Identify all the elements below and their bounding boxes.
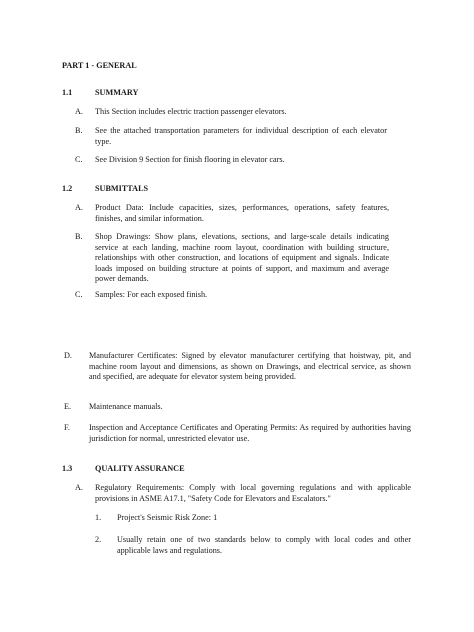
list-letter: B. (75, 126, 83, 135)
section-number: 1.2 (62, 184, 73, 193)
sub-list-number: 1. (95, 513, 102, 522)
list-letter: E. (64, 402, 72, 411)
section-title: QUALITY ASSURANCE (95, 464, 185, 473)
section-number: 1.1 (62, 88, 73, 97)
list-item-text: Shop Drawings: Show plans, elevations, sections, and large-scale details indicating service at each landing, machine room layout, coordination with building structure, relationships with other construction, and locations of equipment and signals. Indicate loads imposed on building structure at points of support, and maximum and average power demands. (95, 232, 389, 284)
part-title: PART 1 - GENERAL (62, 61, 137, 70)
list-letter: A. (75, 483, 83, 492)
list-letter: B. (75, 232, 83, 241)
section-number: 1.3 (62, 464, 73, 473)
list-letter: A. (75, 107, 83, 116)
list-letter: C. (75, 155, 83, 164)
sub-list-item-text: Project's Seismic Risk Zone: 1 (117, 513, 218, 522)
list-item-text: Inspection and Acceptance Certificates and Operating Permits: As required by authorities having jurisdiction for normal, unrestricted elevator use. (89, 423, 411, 443)
list-item-text: Samples: For each exposed finish. (95, 290, 208, 299)
list-item-text: This Section includes electric traction passenger elevators. (95, 107, 287, 116)
list-item-text: Regulatory Requirements: Comply with local governing regulations and with applicable provisions in ASME A17.1, "Safety Code for Elevators and Escalators." (95, 483, 411, 503)
sub-list-number: 2. (95, 535, 102, 544)
list-letter: F. (64, 423, 70, 432)
list-letter: A. (75, 203, 83, 212)
list-letter: D. (64, 351, 72, 360)
sub-list-item-text: Usually retain one of two standards below to comply with local codes and other applicable laws and regulations. (117, 535, 411, 555)
list-item-text: Maintenance manuals. (89, 402, 163, 411)
section-title: SUMMARY (95, 88, 139, 97)
section-title: SUBMITTALS (95, 184, 149, 193)
list-item-text: Manufacturer Certificates: Signed by elevator manufacturer certifying that hoistway, pit, and machine room layout and dimensions, as shown on Drawings, and electrical service, as shown and specified, are adequate for elevator system being provided. (89, 351, 411, 382)
list-item-text: See the attached transportation parameters for individual description of each elevator type. (95, 126, 387, 146)
list-item-text: See Division 9 Section for finish flooring in elevator cars. (95, 155, 285, 164)
list-item-text: Product Data: Include capacities, sizes, performances, operations, safety features, finishes, and similar information. (95, 203, 389, 223)
list-letter: C. (75, 290, 83, 299)
